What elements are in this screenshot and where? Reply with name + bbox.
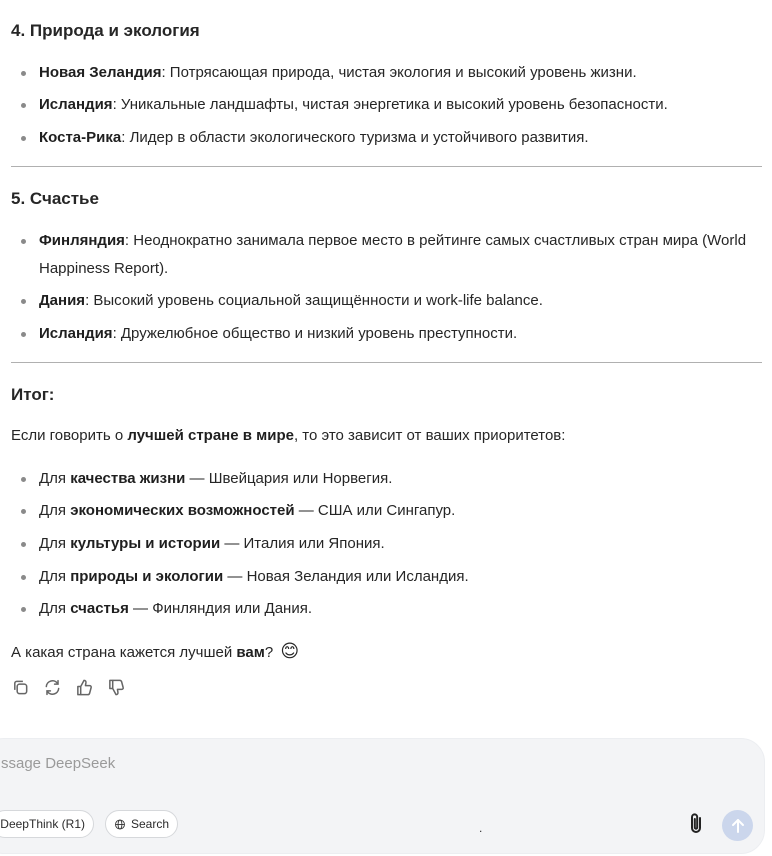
list-item bbox=[39, 563, 754, 591]
list-item bbox=[39, 465, 754, 493]
list-item-bold: Коста-Рика bbox=[39, 129, 122, 146]
list-item-bold: Исландия bbox=[39, 96, 113, 113]
list-item bbox=[39, 59, 754, 87]
list-item-text: : Лидер в области экологического туризма и устойчивого развития. bbox=[121, 129, 589, 146]
list-item-bold: Новая Зеландия bbox=[39, 64, 162, 81]
message-actions bbox=[11, 678, 126, 697]
question-bold: вам bbox=[236, 644, 265, 661]
list-item-bold: Исландия bbox=[39, 325, 113, 342]
list-item-prefix: Для bbox=[39, 600, 71, 617]
question-suffix: ? bbox=[264, 644, 274, 661]
list-item bbox=[39, 530, 754, 558]
list-item-bold: качества жизни bbox=[70, 470, 186, 487]
section-4-title: 4. Природа и экология bbox=[11, 21, 200, 40]
deepthink-toggle[interactable] bbox=[0, 810, 94, 838]
message-composer[interactable] bbox=[0, 738, 765, 854]
list-item bbox=[39, 287, 754, 315]
closing-question bbox=[11, 639, 751, 665]
list-item bbox=[39, 91, 754, 119]
list-item bbox=[39, 320, 754, 348]
send-button[interactable] bbox=[722, 810, 753, 841]
copy-icon bbox=[11, 678, 30, 697]
like-button[interactable] bbox=[75, 678, 94, 697]
regenerate-button[interactable] bbox=[43, 678, 62, 697]
list-item-text: : Высокий уровень социальной защищённости и work-life balance. bbox=[85, 292, 543, 309]
search-toggle[interactable] bbox=[105, 810, 178, 838]
list-item-prefix: Для bbox=[39, 502, 71, 519]
copy-button[interactable] bbox=[11, 678, 30, 697]
list-item-text: — Новая Зеландия или Исландия. bbox=[223, 568, 469, 585]
list-item-text: : Потрясающая природа, чистая экология и высокий уровень жизни. bbox=[161, 64, 637, 81]
list-item bbox=[39, 595, 754, 623]
list-item bbox=[39, 227, 754, 283]
list-item-text: — Финляндия или Дания. bbox=[128, 600, 312, 617]
thumbs-down-icon bbox=[107, 678, 126, 697]
summary-intro bbox=[11, 424, 751, 448]
list-item-text: — Италия или Япония. bbox=[220, 535, 385, 552]
summary-title: Итог: bbox=[11, 385, 55, 404]
list-item-text: : Неоднократно занимала первое место в рейтинге самых счастливых стран мира (World Happiness Report). bbox=[39, 232, 747, 277]
list-item-prefix: Для bbox=[39, 535, 71, 552]
list-item-bold: счастья bbox=[70, 600, 129, 617]
list-item-bold: Дания bbox=[39, 292, 86, 309]
list-item bbox=[39, 497, 754, 525]
dot-mark: . bbox=[479, 821, 483, 835]
list-item-bold: экономических возможностей bbox=[70, 502, 295, 519]
divider bbox=[11, 166, 762, 167]
list-item bbox=[39, 124, 754, 152]
question-prefix: А какая страна кажется лучшей bbox=[11, 644, 237, 661]
smile-emoji: 😊 bbox=[280, 641, 300, 661]
message-input[interactable]: ssage DeepSeek bbox=[1, 755, 116, 772]
list-item-prefix: Для bbox=[39, 568, 71, 585]
globe-icon bbox=[114, 816, 126, 833]
list-item-text: — Швейцария или Норвегия. bbox=[185, 470, 393, 487]
deepthink-label: DeepThink (R1) bbox=[0, 817, 85, 831]
list-item-bold: Финляндия bbox=[39, 232, 125, 249]
paperclip-icon bbox=[684, 811, 708, 837]
attach-button[interactable] bbox=[684, 811, 708, 837]
list-item-prefix: Для bbox=[39, 470, 71, 487]
search-label: Search bbox=[130, 817, 169, 831]
thumbs-up-icon bbox=[75, 678, 94, 697]
regenerate-icon bbox=[43, 678, 62, 697]
dislike-button[interactable] bbox=[107, 678, 126, 697]
list-item-text: : Дружелюбное общество и низкий уровень преступности. bbox=[112, 325, 518, 342]
list-item-bold: природы и экологии bbox=[70, 568, 224, 585]
divider bbox=[11, 362, 762, 363]
intro-suffix: , то это зависит от ваших приоритетов: bbox=[293, 427, 566, 444]
intro-prefix: Если говорить о bbox=[11, 427, 128, 444]
arrow-up-icon bbox=[730, 818, 746, 834]
section-5-title: 5. Счастье bbox=[11, 189, 99, 208]
list-item-text: : Уникальные ландшафты, чистая энергетика и высокий уровень безопасности. bbox=[112, 96, 668, 113]
list-item-text: — США или Сингапур. bbox=[294, 502, 456, 519]
list-item-bold: культуры и истории bbox=[70, 535, 221, 552]
intro-bold: лучшей стране в мире bbox=[127, 427, 294, 444]
